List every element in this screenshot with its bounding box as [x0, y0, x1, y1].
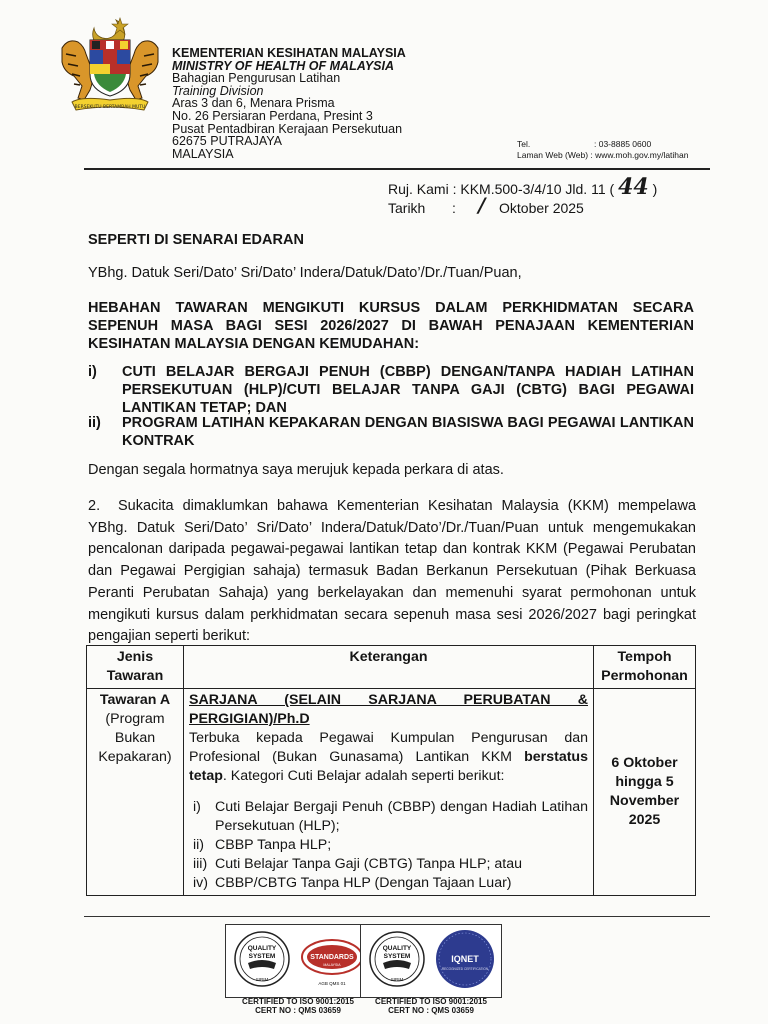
certification-box — [360, 924, 502, 998]
address-line: MALAYSIA — [172, 146, 234, 161]
ref-handwritten-number: 44 — [618, 174, 649, 200]
cert-number: CERT NO : QMS 03659 — [388, 1006, 474, 1015]
date-colon: : — [452, 200, 456, 216]
category-text: CBBP Tanpa HLP; — [215, 837, 332, 853]
address-line: Pusat Pentadbiran Kerajaan Persekutuan — [172, 121, 403, 136]
subject-item-number: i) — [88, 364, 97, 380]
ministry-name-en: MINISTRY OF HEALTH OF MALAYSIA — [172, 58, 394, 73]
offer-table — [86, 645, 696, 896]
footer-divider — [84, 916, 710, 917]
badge-text: MALAYSIA — [323, 963, 341, 967]
opening-paragraph: Dengan segala hormatnya saya merujuk kepada perkara di atas. — [88, 462, 504, 478]
category-text: Cuti Belajar Tanpa Gaji (CBTG) Tanpa HLP; atau — [215, 856, 523, 872]
cert-standard: CERTIFIED TO ISO 9001:2015 — [242, 997, 354, 1006]
reference-block — [388, 174, 658, 219]
address-line: No. 26 Persiaran Perdana, Presint 3 — [172, 108, 373, 123]
division-name-en: Training Division — [172, 83, 264, 98]
category-text: Cuti Belajar Bergaji Penuh (CBBP) dengan Hadiah Latihan Persekutuan (HLP); — [215, 799, 588, 834]
category-number: iii) — [193, 856, 208, 872]
subject-item-text: PROGRAM LATIHAN KEPAKARAN DENGAN BIASISWA BAGI PEGAWAI LANTIKAN KONTRAK — [122, 415, 694, 449]
date-label: Tarikh — [388, 200, 426, 216]
paragraph-number: 2. — [88, 498, 101, 514]
badge-text: SIRIM — [255, 977, 269, 982]
tel-value: : 03-8885 0600 — [594, 139, 652, 149]
subject-item-text: CUTI BELAJAR BERGAJI PENUH (CBBP) DENGAN/TANPA HADIAH LATIHAN PERSEKUTUAN (HLP)/CUTI BELAJAR TANPA GAJI (CBTG) BAGI PEGAWAI LANTIKAN TETAP; DAN — [122, 364, 694, 416]
offer-description — [189, 729, 588, 786]
certification-box — [225, 924, 371, 998]
table-header-row — [87, 646, 696, 689]
division-name-ms: Bahagian Pengurusan Latihan — [172, 71, 341, 86]
svg-text:BERSEKUTU BERTAMBAH MUTU: BERSEKUTU BERTAMBAH MUTU — [74, 105, 146, 110]
distribution-list: SEPERTI DI SENARAI EDARAN — [88, 232, 304, 248]
leave-category — [189, 855, 588, 874]
ministry-name-ms: KEMENTERIAN KESIHATAN MALAYSIA — [172, 46, 406, 60]
header-tempoh: Tempoh Permohonan — [594, 646, 696, 689]
cell-jenis — [87, 689, 184, 896]
certification-caption — [360, 997, 502, 1015]
description-text-end: . Kategori Cuti Belajar adalah seperti berikut: — [222, 768, 505, 784]
iqnet-badge-icon — [361, 925, 501, 997]
badge-text: SYSTEM — [248, 953, 276, 960]
ref-label: Ruj. Kami : KKM.500-3/4/10 Jld. 11 ( — [388, 181, 615, 197]
quality-system-badge-icon — [226, 925, 370, 997]
paragraph-2-text: Sukacita dimaklumkan bahawa Kementerian Kesihatan Malaysia (KKM) mempelawa YBhg. Datuk Seri/Dato’ Sri/Dato’ Indera/Datuk/Dato’/Dr./Tuan/Puan untuk mengemukakan pencalonan daripada pegawai-pegawai lantikan tetap dan kontrak KKM (Pegawai Perubatan dan Pegawai Pergigian sahaja) termasuk Badan Berkanun Persekutuan (Pihak Berkuasa Peranti Perubatan Sahaja) yang berkelayakan dan memenuhi syarat permohonan untuk mengikuti kursus dalam perkhidmatan secara sepenuh masa sesi 2026/2027 bagi peringkat pengajian seperti berikut: — [88, 498, 696, 645]
badge-text: SIRIM — [390, 977, 404, 982]
addressee: YBhg. Datuk Seri/Dato’ Sri/Dato’ Indera/Datuk/Dato’/Dr./Tuan/Puan, — [88, 265, 522, 281]
subject-title: HEBAHAN TAWARAN MENGIKUTI KURSUS DALAM PERKHIDMATAN SECARA SEPENUH MASA BAGI SESI 2026/2027 DI BAWAH PENAJAAN KEMENTERIAN KESIHATAN MALAYSIA DENGAN KEMUDAHAN: — [88, 300, 694, 352]
offer-heading: SARJANA (SELAIN SARJANA PERUBATAN & PERGIGIAN)/Ph.D — [189, 692, 588, 727]
address-line: 62675 PUTRAJAYA — [172, 134, 283, 149]
certification-caption — [225, 997, 371, 1015]
header-divider — [84, 168, 710, 170]
tel-label: Tel. — [517, 139, 531, 149]
category-text: CBBP/CBTG Tanpa HLP (Dengan Tajaan Luar) — [215, 875, 512, 891]
badge-text: STANDARDS — [310, 954, 354, 961]
header-keterangan: Keterangan — [184, 646, 594, 689]
website: Laman Web (Web) : www.moh.gov.my/latihan — [517, 150, 689, 160]
cert-number: CERT NO : QMS 03659 — [255, 1006, 341, 1015]
address-line: Aras 3 dan 6, Menara Prisma — [172, 96, 335, 111]
badge-text: AGB QMS 01 — [318, 981, 346, 986]
category-number: ii) — [193, 837, 205, 853]
badge-text: IQNET — [451, 954, 479, 964]
leave-category — [189, 874, 588, 893]
table-row — [87, 689, 696, 896]
letterhead — [172, 47, 406, 160]
cell-keterangan — [184, 689, 594, 896]
badge-text: QUALITY — [382, 945, 412, 952]
cert-standard: CERTIFIED TO ISO 9001:2015 — [375, 997, 487, 1006]
category-number: iv) — [193, 875, 208, 891]
description-bold: berstatus tetap — [189, 749, 588, 784]
paragraph-2 — [88, 496, 696, 648]
cell-tempoh: 6 Oktober hingga 5 November 2025 — [594, 689, 696, 896]
category-number: i) — [193, 799, 201, 815]
badge-text: QUALITY — [247, 945, 277, 952]
offer-program: (Program Bukan Kepakaran) — [98, 711, 172, 765]
header-jenis: Jenis Tawaran — [87, 646, 184, 689]
ref-close: ) — [652, 181, 658, 197]
leave-category — [189, 798, 588, 836]
leave-category — [189, 836, 588, 855]
badge-text: SYSTEM — [383, 953, 411, 960]
offer-type: Tawaran A — [99, 692, 171, 708]
date-value: Oktober 2025 — [499, 200, 584, 216]
subject-item-number: ii) — [88, 415, 101, 431]
coat-of-arms-icon — [54, 14, 166, 118]
badge-text: RECOGNIZED CERTIFICATION — [441, 967, 489, 971]
contact-info — [517, 139, 689, 161]
date-handwritten-day: / — [478, 193, 486, 217]
description-text: Terbuka kepada Pegawai Kumpulan Pengurusan dan Profesional (Bukan Gunasama) Lantikan KKM — [189, 730, 588, 765]
